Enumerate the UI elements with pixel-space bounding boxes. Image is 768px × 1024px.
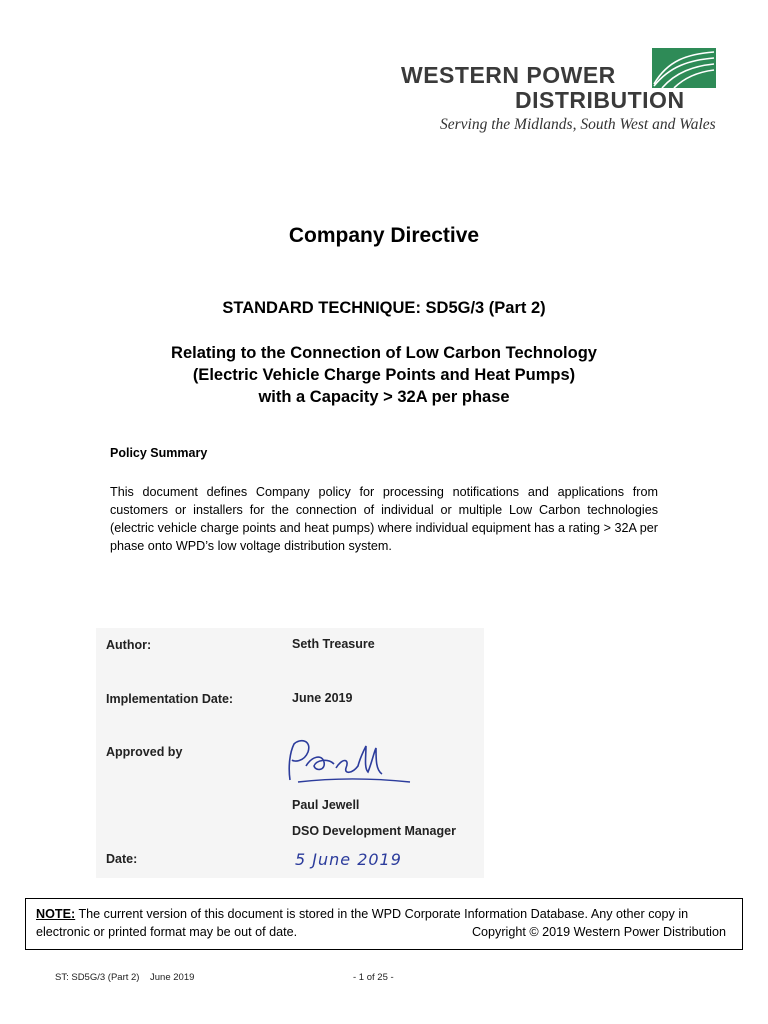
relating-line-1: Relating to the Connection of Low Carbon Technology — [171, 344, 597, 362]
standard-technique: STANDARD TECHNIQUE: SD5G/3 (Part 2) — [222, 299, 546, 317]
author-label: Author: — [106, 638, 152, 652]
implementation-date: June 2019 — [292, 691, 353, 705]
relating-heading — [0, 342, 768, 408]
date-label: Date: — [106, 852, 138, 866]
relating-line-2: (Electric Vehicle Charge Points and Heat Pumps) — [192, 366, 576, 384]
approver-title: DSO Development Manager — [292, 824, 456, 838]
note-label: NOTE: — [36, 907, 76, 921]
authorship-block — [96, 628, 484, 878]
company-logo — [400, 46, 720, 138]
logo-tagline: Serving the Midlands, South West and Wales — [440, 116, 716, 133]
approved-by-label: Approved by — [106, 745, 183, 759]
implementation-date-label: Implementation Date: — [106, 692, 234, 706]
footer-document-ref: ST: SD5G/3 (Part 2) June 2019 — [55, 972, 195, 983]
logo-line-1: WESTERN POWER — [401, 62, 616, 88]
policy-summary-text: This document defines Company policy for processing notifications and applications from customers or installers for the connection of individual or multiple Low Carbon technologies (electric vehicle charge points and heat pumps) where individual equipment has a rating > 32A per phase onto WPD’s low voltage distribution system. — [110, 485, 658, 553]
copyright-notice: Copyright © 2019 Western Power Distribution — [471, 925, 726, 939]
relating-line-3: with a Capacity > 32A per phase — [258, 388, 510, 406]
document-title: Company Directive — [288, 224, 480, 247]
handwritten-date: 5 June 2019 — [295, 850, 402, 869]
policy-summary-heading: Policy Summary — [110, 446, 208, 460]
author-name: Seth Treasure — [292, 637, 375, 651]
note-text: The current version of this document is stored in the WPD Corporate Information Database. Any other copy in electronic or printed format may be out of date. — [36, 907, 689, 939]
approver-name: Paul Jewell — [292, 798, 360, 812]
logo-line-2: DISTRIBUTION — [515, 87, 685, 113]
page-number: - 1 of 25 - — [353, 972, 394, 983]
note-box — [25, 898, 743, 950]
wpd-emblem-icon — [652, 48, 716, 88]
signature-icon — [282, 736, 416, 788]
